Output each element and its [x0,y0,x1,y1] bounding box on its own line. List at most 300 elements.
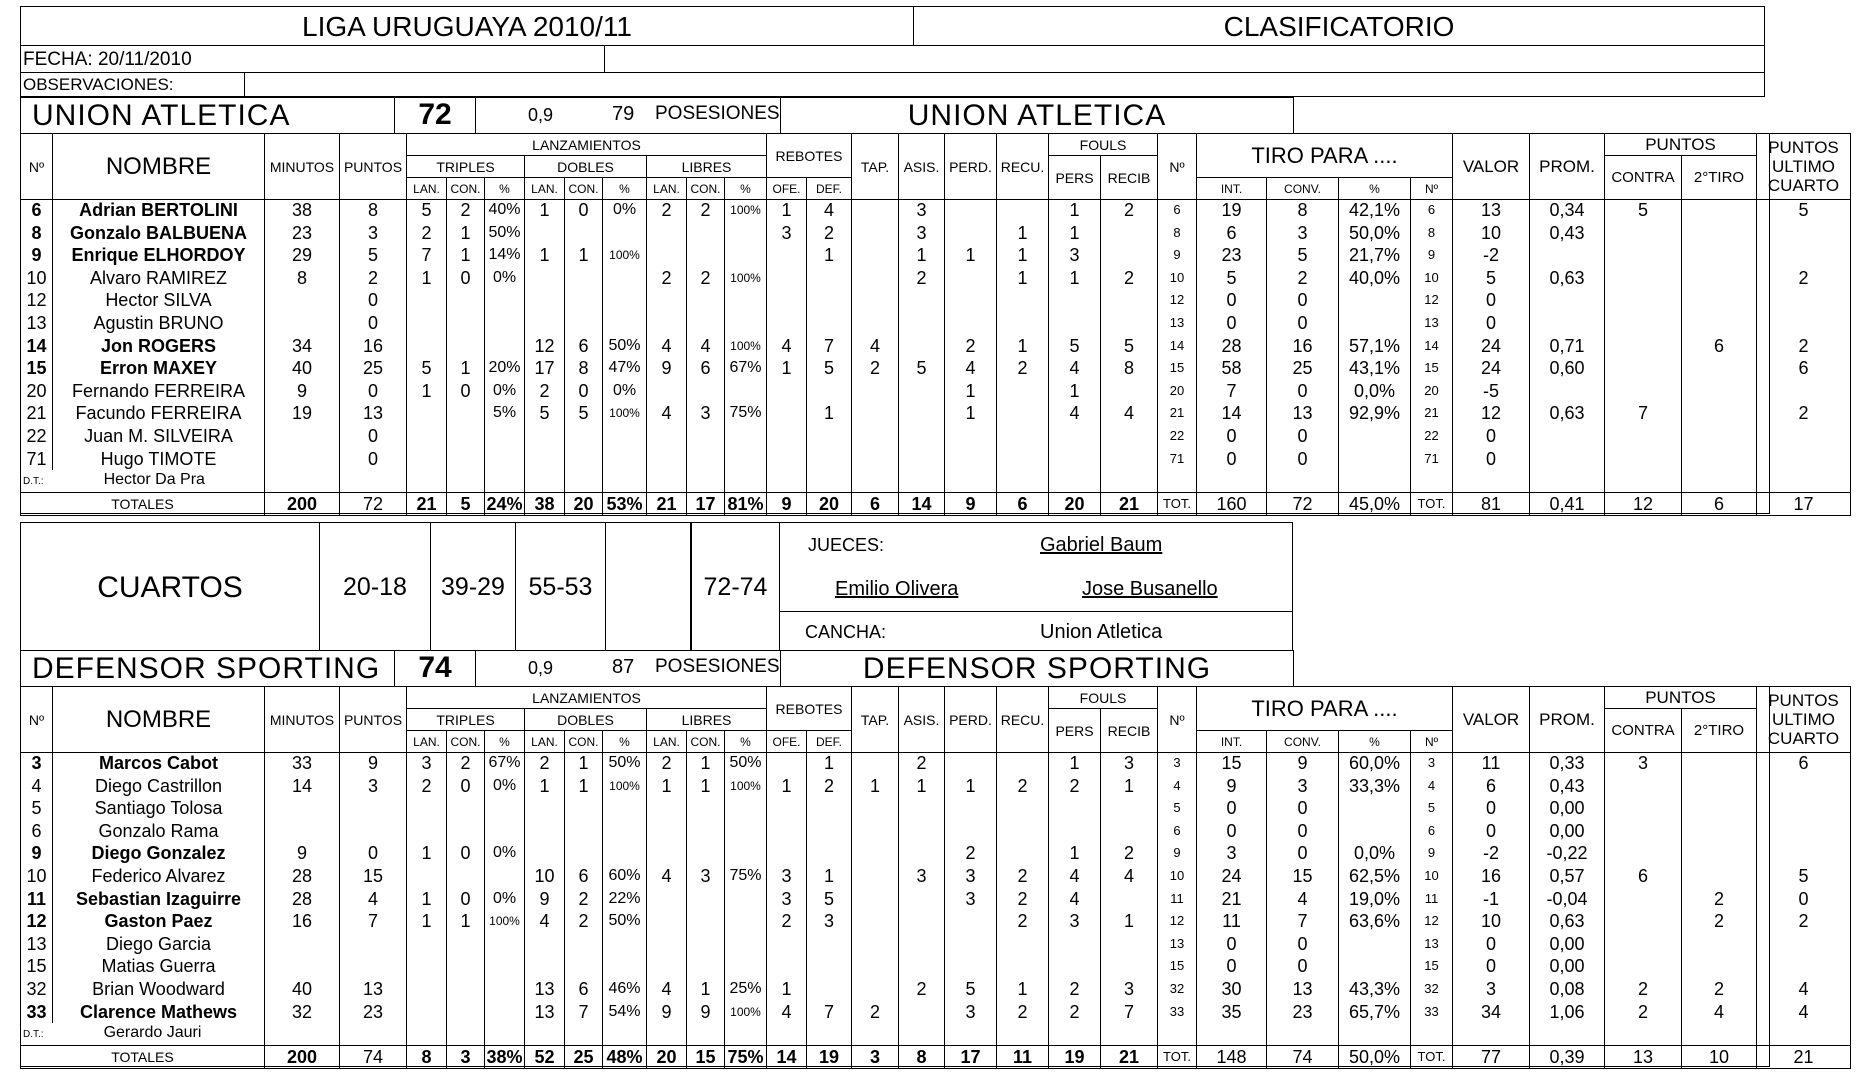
cell-no3: 8 [1411,222,1453,245]
cell-l-l: 1 [647,775,687,798]
cell-t-l: 2 [407,222,447,245]
cell-recu [997,933,1049,956]
cell-asis [899,842,945,865]
cell-d-p: 22% [603,888,647,911]
cell-name: Gonzalo Rama [53,820,265,843]
coach-row-empty [1453,1023,1530,1046]
cell-asis [899,448,945,471]
player-row [21,289,1851,312]
cell-def: 5 [807,888,852,911]
total-asis: 8 [899,1046,945,1069]
coach-row-empty [852,1023,899,1046]
cell-pers [1049,289,1101,312]
cell-tap [852,222,899,245]
cell-no: 12 [21,910,53,933]
cell-d-p: 100% [603,244,647,267]
cell-perd: 3 [945,1001,997,1024]
cell-d-c [565,312,603,335]
cell-tap [852,402,899,425]
cell-l-l [647,380,687,403]
cell-t-c [447,978,485,1001]
cell-def: 1 [807,244,852,267]
total-asis: 14 [899,493,945,516]
player-row [21,933,1851,956]
col-no-2: Nº [1158,687,1197,753]
cell-pts: 13 [340,978,407,1001]
col-asis: ASIS. [899,687,945,753]
cell-no: 5 [21,797,53,820]
cell-conv: 3 [1267,775,1339,798]
cell-no: 10 [21,267,53,290]
coach-row-empty [997,470,1049,493]
cell-perd [945,820,997,843]
cell-perd [945,222,997,245]
player-row [21,775,1851,798]
cell-pct: 0,0% [1339,380,1411,403]
cell-prom: -0,04 [1530,888,1605,911]
cell-l-l [647,820,687,843]
total-d-c: 20 [565,493,603,516]
cell-d-l [525,955,565,978]
cell-pers: 4 [1049,402,1101,425]
cell-tap [852,865,899,888]
cell-no: 20 [21,380,53,403]
cell-l-l [647,289,687,312]
cell-t-c: 1 [447,357,485,380]
cell-t-l: 1 [407,380,447,403]
cell-recib: 2 [1101,267,1158,290]
cell-seg [1682,955,1757,978]
total-t-l: 21 [407,493,447,516]
total-ult: 21 [1757,1046,1851,1069]
cell-tap [852,380,899,403]
col-sub-lan-6: LAN. [647,178,687,200]
player-row [21,978,1851,1001]
cell-pct [1339,820,1411,843]
cell-valor: -2 [1453,842,1530,865]
cell-pers: 4 [1049,888,1101,911]
cell-t-l: 5 [407,357,447,380]
cell-valor: 12 [1453,402,1530,425]
col-dobles: DOBLES [525,709,647,731]
team1-possessions: 79 [612,103,635,125]
total-t-l: 8 [407,1046,447,1069]
cell-d-p: 60% [603,865,647,888]
cell-def: 2 [807,775,852,798]
cell-int: 58 [1197,357,1267,380]
cell-no2: 13 [1158,933,1197,956]
col-tiro-para: TIRO PARA .... [1197,134,1453,178]
cell-d-p [603,425,647,448]
cell-ult: 4 [1757,978,1851,1001]
cancha-label: CANCHA: [805,622,887,642]
total-t-c: 3 [447,1046,485,1069]
col-prom: PROM. [1530,687,1605,753]
total-no2: TOT. [1158,1046,1197,1069]
total-seg: 10 [1682,1046,1757,1069]
cell-seg [1682,933,1757,956]
cell-d-p [603,448,647,471]
cell-d-l: 1 [525,199,565,222]
cell-pts [340,955,407,978]
cell-pts: 16 [340,335,407,358]
cell-ult [1757,312,1851,335]
cell-no2: 10 [1158,267,1197,290]
cell-no2: 32 [1158,978,1197,1001]
cell-name: Hugo TIMOTE [53,448,265,471]
coach-row-empty [725,1023,767,1046]
cell-recib: 1 [1101,910,1158,933]
cell-d-c: 0 [565,199,603,222]
cell-def: 2 [807,222,852,245]
col-contra: CONTRA [1605,156,1682,200]
cell-pts: 2 [340,267,407,290]
cell-l-l: 2 [647,752,687,775]
col-points: PUNTOS [340,134,407,200]
quarter-3-score: 55-53 [528,573,593,601]
player-row [21,380,1851,403]
cell-t-p: 50% [485,222,525,245]
cell-t-c [447,289,485,312]
col-no: Nº [21,134,53,200]
cell-ult [1757,842,1851,865]
cell-l-p: 100% [725,335,767,358]
cell-min [265,955,340,978]
team2-name: DEFENSOR SPORTING [32,652,381,685]
cell-conv: 0 [1267,797,1339,820]
cell-tap [852,244,899,267]
cell-min: 38 [265,199,340,222]
cell-min: 19 [265,402,340,425]
cell-tap [852,820,899,843]
cell-t-c: 0 [447,775,485,798]
cell-pts: 25 [340,357,407,380]
col-libres: LIBRES [647,156,767,178]
cell-no: 6 [21,820,53,843]
cell-d-l: 4 [525,910,565,933]
cell-seg: 4 [1682,1001,1757,1024]
final-score: 72-74 [703,573,768,601]
cell-asis: 3 [899,222,945,245]
cell-contra: 7 [1605,402,1682,425]
col-pers: PERS [1049,156,1101,200]
cell-t-c: 1 [447,222,485,245]
cell-t-c [447,1001,485,1024]
cell-contra: 2 [1605,978,1682,1001]
col-no-3: Nº [1411,178,1453,200]
cell-t-p [485,955,525,978]
cell-seg [1682,244,1757,267]
cell-d-c: 7 [565,1001,603,1024]
cell-min: 28 [265,888,340,911]
cell-ult [1757,955,1851,978]
cell-d-c: 8 [565,357,603,380]
col-sub-pct-2: % [485,731,525,753]
cell-tap: 2 [852,1001,899,1024]
cell-asis [899,402,945,425]
cell-l-p [725,820,767,843]
cell-seg [1682,775,1757,798]
cell-name: Marcos Cabot [53,752,265,775]
cell-no: 10 [21,865,53,888]
total-d-p: 53% [603,493,647,516]
cell-ofe: 3 [767,222,807,245]
col-fouls: FOULS [1049,687,1158,709]
cell-t-c: 0 [447,888,485,911]
cell-ofe [767,448,807,471]
cell-l-p: 75% [725,402,767,425]
cell-def [807,820,852,843]
cell-no3: 11 [1411,888,1453,911]
cell-t-c [447,955,485,978]
cell-name: Sebastian Izaguirre [53,888,265,911]
cell-pts: 13 [340,402,407,425]
cell-valor: 34 [1453,1001,1530,1024]
total-pts: 74 [340,1046,407,1069]
cell-d-c: 2 [565,888,603,911]
cell-no: 12 [21,289,53,312]
quarters-label: CUARTOS [97,571,243,604]
cell-recib [1101,244,1158,267]
cell-l-p [725,910,767,933]
cell-prom: 0,00 [1530,955,1605,978]
total-d-p: 48% [603,1046,647,1069]
cell-def [807,380,852,403]
cell-conv: 0 [1267,380,1339,403]
cell-tap [852,955,899,978]
cell-name: Fernando FERREIRA [53,380,265,403]
cell-contra [1605,380,1682,403]
cell-def: 4 [807,199,852,222]
cell-seg [1682,842,1757,865]
col-sub-lan-3: LAN. [525,731,565,753]
cell-t-c [447,797,485,820]
cell-l-p [725,933,767,956]
coach-row-empty [1757,470,1851,493]
coach-row-empty [1605,1023,1682,1046]
coach-row-empty [1757,1023,1851,1046]
cell-d-c [565,820,603,843]
cell-seg [1682,820,1757,843]
cell-prom [1530,425,1605,448]
cell-pts [340,797,407,820]
cell-t-p [485,312,525,335]
cell-ofe: 4 [767,1001,807,1024]
coach-cell [21,1023,265,1046]
col-sub-pct-8: % [725,731,767,753]
cell-recib: 3 [1101,978,1158,1001]
cell-name: Diego Gonzalez [53,842,265,865]
cell-t-l: 1 [407,842,447,865]
col-puntos-ultimo-cuarto: PUNTOS ULTIMO CUARTO [1757,134,1851,200]
coach-row-empty [407,1023,447,1046]
cell-t-p: 5% [485,402,525,425]
cell-ofe [767,933,807,956]
cell-prom: 0,57 [1530,865,1605,888]
cell-l-l: 9 [647,1001,687,1024]
cell-valor: 3 [1453,978,1530,1001]
cell-t-l [407,425,447,448]
col-recu: RECU. [997,687,1049,753]
cell-int: 28 [1197,335,1267,358]
coach-row-empty [1530,1023,1605,1046]
cell-l-l [647,312,687,335]
cell-no3: 71 [1411,448,1453,471]
cell-prom: -0,22 [1530,842,1605,865]
cell-def: 3 [807,910,852,933]
cell-conv: 9 [1267,752,1339,775]
cell-int: 0 [1197,933,1267,956]
cell-no: 71 [21,448,53,471]
cell-l-c [687,448,725,471]
cell-perd: 4 [945,357,997,380]
cell-ult: 4 [1757,1001,1851,1024]
judges-label: JUECES: [808,535,885,555]
cell-name: Brian Woodward [53,978,265,1001]
cell-pers: 4 [1049,865,1101,888]
cell-ofe [767,402,807,425]
total-no2: TOT. [1158,493,1197,516]
cell-l-l [647,797,687,820]
coach-row-empty [1049,1023,1101,1046]
player-row [21,357,1851,380]
cell-l-p [725,289,767,312]
cell-recu: 2 [997,888,1049,911]
cell-min [265,820,340,843]
total-perd: 9 [945,493,997,516]
cell-ofe [767,267,807,290]
cell-pct: 21,7% [1339,244,1411,267]
cell-valor: 10 [1453,222,1530,245]
cell-contra: 3 [1605,752,1682,775]
coach-row-empty [1158,1023,1197,1046]
cell-d-l [525,222,565,245]
cell-name: Agustin BRUNO [53,312,265,335]
player-row [21,448,1851,471]
coach-row-empty [407,470,447,493]
cell-t-l [407,1001,447,1024]
cell-perd [945,312,997,335]
cell-no2: 5 [1158,797,1197,820]
col-sub-lan-3: LAN. [525,178,565,200]
cell-t-p [485,425,525,448]
cell-seg [1682,199,1757,222]
cell-t-p: 40% [485,199,525,222]
cell-l-c: 1 [687,752,725,775]
cell-recu: 2 [997,910,1049,933]
cell-t-l [407,797,447,820]
cell-name: Diego Castrillon [53,775,265,798]
cell-conv: 15 [1267,865,1339,888]
col-tiro-para: TIRO PARA .... [1197,687,1453,731]
cell-recu [997,448,1049,471]
cell-ult: 2 [1757,335,1851,358]
cell-def [807,933,852,956]
cell-no3: 15 [1411,955,1453,978]
total-min: 200 [265,493,340,516]
cell-d-p: 0% [603,199,647,222]
cell-no2: 6 [1158,199,1197,222]
cell-d-p [603,820,647,843]
cell-tap [852,978,899,1001]
cell-min: 40 [265,357,340,380]
cell-perd [945,448,997,471]
total-conv: 72 [1267,493,1339,516]
cell-t-l: 1 [407,267,447,290]
cell-prom: 0,08 [1530,978,1605,1001]
cell-no2: 11 [1158,888,1197,911]
cell-l-p [725,244,767,267]
cell-ult: 2 [1757,402,1851,425]
coach-row-empty [1267,1023,1339,1046]
total-l-l: 21 [647,493,687,516]
cell-conv: 4 [1267,888,1339,911]
cell-asis [899,910,945,933]
team1-score: 72 [418,98,452,131]
cell-pts: 5 [340,244,407,267]
cell-min: 16 [265,910,340,933]
cell-contra [1605,335,1682,358]
cell-recib [1101,933,1158,956]
cell-pers: 1 [1049,842,1101,865]
coach-row-empty [485,1023,525,1046]
team1-name: UNION ATLETICA [32,99,291,132]
cell-prom: 0,00 [1530,820,1605,843]
coach-row-empty [1453,470,1530,493]
cell-seg [1682,797,1757,820]
team2-possessions: 87 [612,656,635,678]
total-conv: 74 [1267,1046,1339,1069]
col-tap: TAP. [852,687,899,753]
cell-l-l [647,222,687,245]
cell-valor: -2 [1453,244,1530,267]
cell-pct [1339,425,1411,448]
cell-prom: 0,34 [1530,199,1605,222]
cell-recu: 2 [997,865,1049,888]
col-sub-lan-6: LAN. [647,731,687,753]
total-recu: 6 [997,493,1049,516]
cell-pct: 43,3% [1339,978,1411,1001]
cell-def [807,312,852,335]
cell-tap: 1 [852,775,899,798]
cell-d-l [525,933,565,956]
cell-prom [1530,312,1605,335]
coach-row-empty [647,1023,687,1046]
cell-pts: 0 [340,380,407,403]
col-fouls: FOULS [1049,134,1158,156]
cell-no3: 3 [1411,752,1453,775]
cell-d-l: 2 [525,752,565,775]
cell-int: 9 [1197,775,1267,798]
cell-l-p: 75% [725,865,767,888]
quarter-4-box [605,522,691,652]
cell-valor: 13 [1453,199,1530,222]
cell-l-p: 50% [725,752,767,775]
cell-d-l: 2 [525,380,565,403]
col-recib: RECIB [1101,709,1158,753]
cell-d-l [525,820,565,843]
cell-d-p: 100% [603,775,647,798]
cell-conv: 0 [1267,955,1339,978]
cell-l-p: 100% [725,1001,767,1024]
cell-valor: 0 [1453,955,1530,978]
col-int: INT. [1197,731,1267,753]
cell-d-c [565,955,603,978]
cell-pers [1049,955,1101,978]
cell-min: 32 [265,1001,340,1024]
cell-no3: 4 [1411,775,1453,798]
cell-d-c [565,267,603,290]
